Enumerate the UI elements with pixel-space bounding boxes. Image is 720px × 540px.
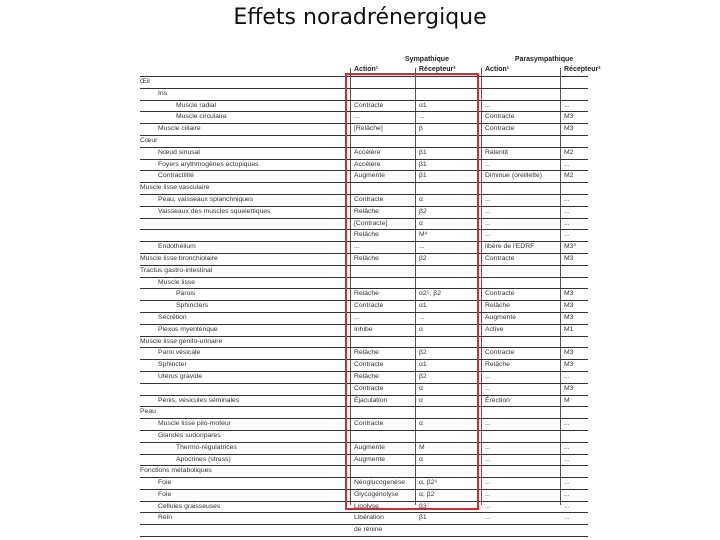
sympathetic-receptor: ... <box>419 313 425 321</box>
table-row <box>140 525 588 537</box>
sympathetic-receptor: β1 <box>419 160 427 168</box>
parasympathetic-action: ... <box>485 479 491 487</box>
row-label: Sphincter <box>158 361 187 369</box>
parasympathetic-receptor: ... <box>564 160 570 168</box>
sympathetic-action: Contracte <box>354 420 384 428</box>
parasympathetic-action: ... <box>485 372 491 380</box>
parasympathetic-receptor: M3³ <box>564 243 576 251</box>
sympathetic-action: Contracte <box>354 195 384 203</box>
sympathetic-receptor: α <box>419 219 423 227</box>
row-label: Muscle lisse bronchiolaire <box>140 254 218 262</box>
sympathetic-action: Augmente <box>354 455 385 463</box>
sympathetic-action: [Relâche] <box>354 125 383 133</box>
parasympathetic-action: Contracte <box>485 125 515 133</box>
sympathetic-action: ... <box>354 313 360 321</box>
parasympathetic-action: ... <box>485 384 491 392</box>
parasympathetic-receptor: ... <box>564 455 570 463</box>
row-label: Muscle circulaire <box>176 113 227 121</box>
slide-title: Effets noradrénergique <box>233 5 487 30</box>
sympathetic-action: [Contracte] <box>354 219 388 227</box>
sympathetic-receptor: α <box>419 195 423 203</box>
parasympathetic-receptor: M3 <box>564 113 574 121</box>
parasympathetic-receptor: M2 <box>564 172 574 180</box>
sympathetic-receptor: β1 <box>419 172 427 180</box>
row-label: Muscle lisse vasculaire <box>140 184 210 192</box>
parasympathetic-action: Contracte <box>485 290 515 298</box>
parasympathetic-receptor: M2 <box>564 148 574 156</box>
row-label: Rein <box>158 514 172 522</box>
parasympathetic-action: ... <box>485 514 491 522</box>
parasympathetic-action: ... <box>485 455 491 463</box>
parasympathetic-action: ... <box>485 231 491 239</box>
sympathetic-action: Contracte <box>354 302 384 310</box>
sympathetic-highlight-box <box>345 73 479 510</box>
parasympathetic-action: ... <box>485 490 491 498</box>
sympathetic-action: de rénine <box>354 526 383 534</box>
sympathetic-action: Relâche <box>354 207 379 215</box>
parasympathetic-action: ... <box>485 443 491 451</box>
parasympathetic-receptor: ... <box>564 372 570 380</box>
sympathetic-action: Accélère <box>354 148 381 156</box>
symp-receptor-header: Récepteur² <box>419 66 456 73</box>
row-label: Muscle ciliaire <box>158 125 201 133</box>
sympathetic-receptor: α <box>419 420 423 428</box>
sympathetic-receptor: β2 <box>419 207 427 215</box>
sympathetic-receptor: α <box>419 455 423 463</box>
sympathetic-action: ... <box>354 113 360 121</box>
sympathetic-receptor: α1 <box>419 302 427 310</box>
sympathetic-receptor: M⁴ <box>419 231 428 239</box>
sympathetic-action: Relâche <box>354 349 379 357</box>
sympathetic-action: Augmente <box>354 172 385 180</box>
parasympathetic-action: Relâche <box>485 302 510 310</box>
row-label: Parois <box>176 290 196 298</box>
sympathetic-group-header: Sympathique <box>405 56 449 63</box>
parasympathetic-receptor: ... <box>564 443 570 451</box>
sympathetic-receptor: α <box>419 384 423 392</box>
parasympathetic-receptor: ... <box>564 207 570 215</box>
row-label: Endothélium <box>158 243 196 251</box>
table-row <box>140 513 588 525</box>
row-label: Utérus gravide <box>158 372 203 380</box>
parasympathetic-action: ... <box>485 160 491 168</box>
parasympathetic-action: ... <box>485 219 491 227</box>
row-label: Muscle radial <box>176 101 217 109</box>
parasympathetic-receptor: M1 <box>564 325 574 333</box>
parasympathetic-receptor: M3 <box>564 349 574 357</box>
row-label: Muscle lisse pilo-moteur <box>158 420 231 428</box>
row-label: Pénis, vésicules séminales <box>158 396 240 404</box>
parasympathetic-action: Active <box>485 325 504 333</box>
parasympathetic-receptor: M3 <box>564 290 574 298</box>
parasympathetic-action: Augmente <box>485 313 516 321</box>
row-label: Sécrétion <box>158 313 187 321</box>
parasympathetic-action: Érection <box>485 396 510 404</box>
parasympathetic-action: Contracte <box>485 113 515 121</box>
parasympathetic-action: ... <box>485 101 491 109</box>
sympathetic-receptor: β2 <box>419 254 427 262</box>
row-label: Tractus gastro-intestinal <box>140 266 213 274</box>
parasympathetic-action: ... <box>485 502 491 510</box>
sympathetic-action: Relâche <box>354 290 379 298</box>
parasympathetic-group-header: Parasympathique <box>514 56 574 63</box>
row-label: Contractilité <box>158 172 194 180</box>
sympathetic-action: Relâche <box>354 254 379 262</box>
row-label: Thermo-régulatrices <box>176 443 237 451</box>
sympathetic-receptor: β <box>419 125 423 133</box>
row-label: Muscle lisse <box>158 278 196 286</box>
sympathetic-action: Lipolyse <box>354 502 379 510</box>
sympathetic-receptor: β2 <box>419 372 427 380</box>
row-label: Foie <box>158 490 172 498</box>
sympathetic-receptor: β1 <box>419 514 427 522</box>
parasympathetic-receptor: ... <box>564 490 570 498</box>
sympathetic-action: Relâche <box>354 231 379 239</box>
row-label: Apocrines (stress) <box>176 455 231 463</box>
parasympathetic-receptor: M3 <box>564 254 574 262</box>
sympathetic-action: Glycogénolyse <box>354 490 399 498</box>
row-label: Peau, vaisseaux splanchniques <box>158 195 254 203</box>
row-label: Peau <box>140 408 156 416</box>
row-label: Muscle lisse génito-urinaire <box>140 337 223 345</box>
sympathetic-action: Éjaculation <box>354 396 388 404</box>
row-label: Cellules graisseuses <box>158 502 221 510</box>
row-label: Œil <box>140 78 150 85</box>
sympathetic-action: Contracte <box>354 384 384 392</box>
para-receptor-header: Récepteur² <box>564 66 601 73</box>
sympathetic-action: Inhibe <box>354 325 373 333</box>
parasympathetic-action: ... <box>485 420 491 428</box>
parasympathetic-action: Contracte <box>485 254 515 262</box>
sympathetic-action: Libération <box>354 514 384 522</box>
parasympathetic-action: Ralentit <box>485 148 509 156</box>
parasympathetic-receptor: ... <box>564 514 570 522</box>
row-label: Fonctions métaboliques <box>140 467 212 475</box>
row-label: Sphincters <box>176 302 209 310</box>
sympathetic-action: Augmente <box>354 443 385 451</box>
parasympathetic-receptor: M3 <box>564 384 574 392</box>
row-label: Vaisseaux des muscles squelettiques <box>158 207 271 215</box>
parasympathetic-receptor: ... <box>564 219 570 227</box>
symp-action-header: Action¹ <box>354 66 379 73</box>
parasympathetic-receptor: ... <box>564 502 570 510</box>
row-label: Cœur <box>140 136 158 144</box>
parasympathetic-action: ... <box>485 195 491 203</box>
parasympathetic-receptor: ... <box>564 195 570 203</box>
sympathetic-action: Accélère <box>354 160 381 168</box>
row-label: Plexus myentérique <box>158 325 218 333</box>
row-label: Paroi vésicale <box>158 349 201 357</box>
parasympathetic-receptor: M3 <box>564 313 574 321</box>
para-action-header: Action¹ <box>485 66 510 73</box>
sympathetic-receptor: α2⁵, β2 <box>419 290 441 298</box>
sympathetic-receptor: α1 <box>419 361 427 369</box>
sympathetic-action: ... <box>354 243 360 251</box>
parasympathetic-action: libère de l'EDRF <box>485 243 535 251</box>
sympathetic-action: Contracte <box>354 361 384 369</box>
parasympathetic-action: Relâche <box>485 361 510 369</box>
sympathetic-receptor: ... <box>419 243 425 251</box>
parasympathetic-action: Diminue (oreillette) <box>485 172 543 180</box>
row-label: Foie <box>158 479 172 487</box>
sympathetic-action: Néoglucogenèse <box>354 479 406 487</box>
parasympathetic-receptor: ... <box>564 101 570 109</box>
sympathetic-receptor: β1 <box>419 148 427 156</box>
parasympathetic-action: Contracte <box>485 349 515 357</box>
parasympathetic-receptor: M3 <box>564 302 574 310</box>
sympathetic-receptor: α, β2 <box>419 490 435 498</box>
sympathetic-receptor: β2 <box>419 349 427 357</box>
parasympathetic-receptor: M <box>564 396 570 404</box>
parasympathetic-receptor: ... <box>564 420 570 428</box>
sympathetic-receptor: α1 <box>419 101 427 109</box>
parasympathetic-receptor: ... <box>564 231 570 239</box>
row-label: Nœud sinusal <box>158 148 200 156</box>
parasympathetic-receptor: M3 <box>564 125 574 133</box>
sympathetic-receptor: α, β2⁶ <box>419 479 438 487</box>
sympathetic-receptor: α <box>419 396 423 404</box>
sympathetic-action: Relâche <box>354 372 379 380</box>
sympathetic-action: Contracte <box>354 101 384 109</box>
row-label: Glandes sudoripares <box>158 431 221 439</box>
parasympathetic-action: ... <box>485 207 491 215</box>
parasympathetic-receptor: ... <box>564 479 570 487</box>
sympathetic-receptor: β3⁷ <box>419 502 430 510</box>
sympathetic-receptor: ... <box>419 113 425 121</box>
row-label: Iris <box>158 89 168 97</box>
row-label: Foyers arythmogènes ectopiques <box>158 160 259 168</box>
sympathetic-receptor: M <box>419 443 425 451</box>
sympathetic-receptor: α <box>419 325 423 333</box>
parasympathetic-receptor: M3 <box>564 361 574 369</box>
